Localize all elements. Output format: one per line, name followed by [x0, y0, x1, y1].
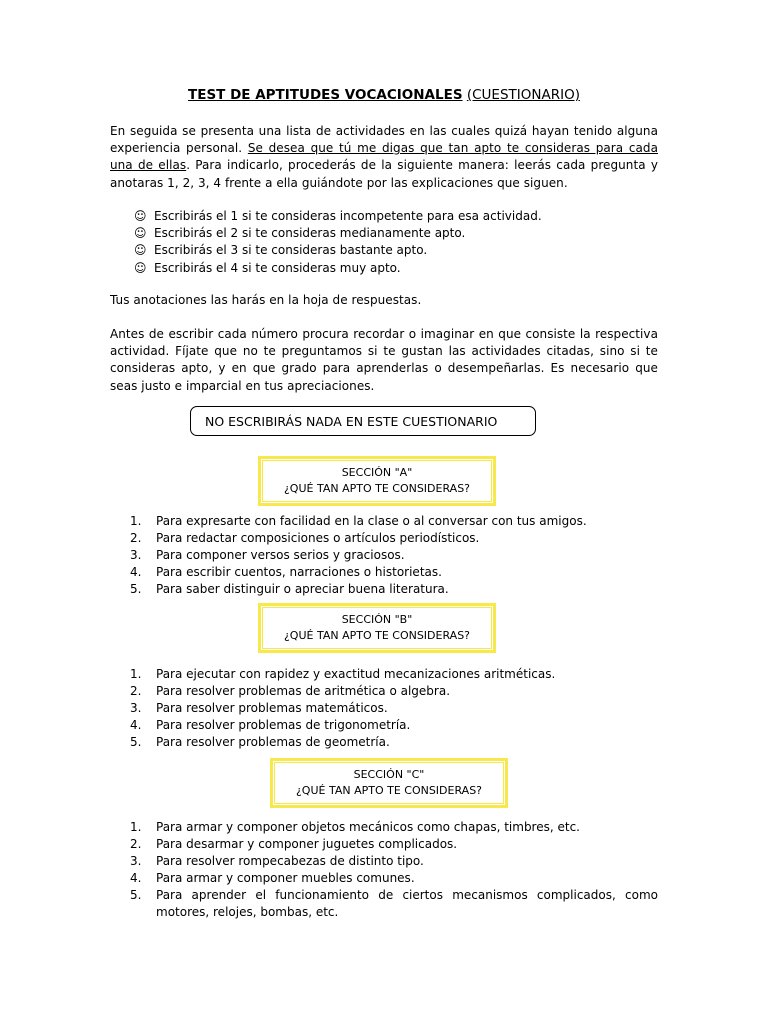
- bullet-item: [134, 260, 542, 277]
- smiley-icon: ☺: [134, 260, 147, 275]
- list-item: 1. Para ejecutar con rapidez y exactitud mecanizaciones aritméticas.: [130, 667, 556, 681]
- section-b-question: ¿QUÉ TAN APTO TE CONSIDERAS?: [283, 629, 471, 642]
- list-item: 4. Para armar y componer muebles comunes.: [130, 870, 415, 885]
- answers-note: Tus anotaciones las harás en la hoja de respuestas.: [110, 293, 422, 307]
- section-c-header-box: [270, 758, 508, 808]
- bullet-item: [134, 208, 542, 225]
- list-item: 2. Para redactar composiciones o artículos periodísticos.: [130, 530, 480, 545]
- section-c-list: [130, 819, 658, 920]
- section-b-header-box: [258, 603, 496, 653]
- list-item: 3. Para resolver rompecabezas de distinto tipo.: [130, 853, 424, 868]
- notice-text: NO ESCRIBIRÁS NADA EN ESTE CUESTIONARIO: [205, 413, 498, 429]
- list-item: 5. Para resolver problemas de geometría.: [130, 734, 390, 749]
- list-item: 1. Para armar y componer objetos mecánicos como chapas, timbres, etc.: [130, 820, 580, 834]
- list-item: 3. Para componer versos serios y graciosos.: [130, 547, 405, 562]
- list-item: 1. Para expresarte con facilidad en la clase o al conversar con tus amigos.: [130, 514, 587, 528]
- bullet-text: Escribirás el 3 si te consideras bastante apto.: [154, 243, 428, 258]
- bullet-text: Escribirás el 1 si te consideras incompetente para esa actividad.: [154, 209, 542, 223]
- intro-text-2: . Para indicarlo, procederás de la siguiente manera: leerás cada pregunta y anotaras 1, 2, 3, 4 frente a ella guiándote por las explicaciones que siguen.: [110, 158, 658, 190]
- section-b-list: [130, 666, 658, 751]
- list-item: 5. Para aprender el funcionamiento de ciertos mecanismos complicados, como motores, relojes, bombas, etc.: [130, 887, 658, 919]
- list-item: 3. Para resolver problemas matemáticos.: [130, 700, 388, 715]
- smiley-icon: ☺: [134, 243, 147, 258]
- list-item: 4. Para resolver problemas de trigonometría.: [130, 717, 411, 732]
- intro-text-1: En seguida se presenta una lista de actividades en las cuales quizá hayan tenido alguna experiencia personal.: [110, 124, 658, 156]
- title-main: TEST DE APTITUDES VOCACIONALES: [188, 87, 463, 103]
- section-a-heading: SECCIÓN "A": [341, 466, 413, 479]
- section-c-question: ¿QUÉ TAN APTO TE CONSIDERAS?: [295, 784, 483, 797]
- list-item: 2. Para resolver problemas de aritmética o algebra.: [130, 683, 451, 698]
- list-item: 5. Para saber distinguir o apreciar buena literatura.: [130, 581, 449, 596]
- list-item: 2. Para desarmar y componer juguetes complicados.: [130, 836, 458, 851]
- bullet-item: [134, 225, 542, 242]
- section-a-question: ¿QUÉ TAN APTO TE CONSIDERAS?: [283, 482, 471, 495]
- intro-underlined-text: Se desea que tú me digas que tan apto te consideras para cada una de ellas: [110, 141, 658, 173]
- bullet-text: Escribirás el 2 si te consideras medianamente apto.: [154, 226, 466, 241]
- instructions-paragraph: Antes de escribir cada número procura recordar o imaginar en que consiste la respectiva actividad. Fíjate que no te preguntamos si te gustan las actividades citadas, sino si te consideras apto, y en que grado para aprenderlas o desempeñarlas. Es necesario que seas justo e imparcial en tus apreciaciones.: [110, 327, 658, 393]
- title-subtitle: (CUESTIONARIO): [466, 87, 580, 103]
- intro-paragraph: [110, 123, 658, 192]
- list-item: 4. Para escribir cuentos, narraciones o historietas.: [130, 564, 442, 579]
- page-title: [110, 86, 658, 104]
- notice-box: [190, 406, 536, 436]
- bullet-item: [134, 242, 542, 259]
- smiley-icon: ☺: [134, 226, 147, 241]
- section-c-heading: SECCIÓN "C": [353, 768, 425, 781]
- section-b-heading: SECCIÓN "B": [341, 613, 413, 626]
- section-a-header-box: [258, 456, 496, 506]
- scale-bullet-list: [134, 208, 542, 277]
- bullet-text: Escribirás el 4 si te consideras muy apto.: [154, 260, 401, 275]
- section-a-list: [130, 513, 658, 598]
- smiley-icon: ☺: [134, 209, 147, 223]
